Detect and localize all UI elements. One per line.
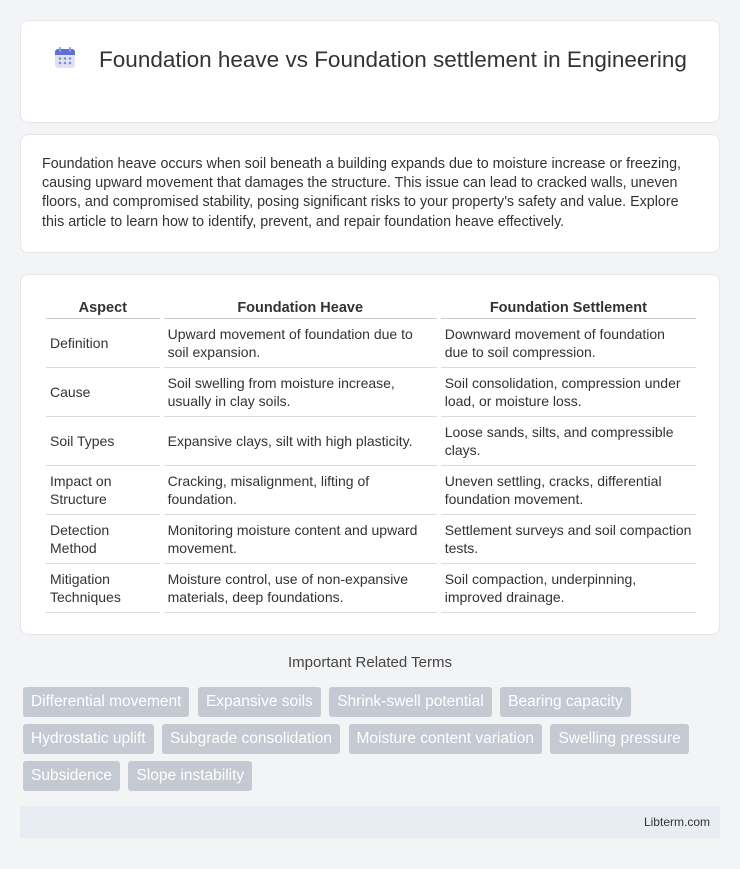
table-cell-heave: Expansive clays, silt with high plasticity.	[164, 417, 437, 466]
page-title-wrap	[21, 45, 719, 74]
calendar-icon	[53, 46, 77, 70]
related-terms-title: Important Related Terms	[288, 654, 452, 671]
footer	[20, 806, 720, 838]
header-foundation-heave: Foundation Heave	[164, 295, 437, 319]
table-cell-settlement: Soil consolidation, compression under load, or moisture loss.	[441, 368, 696, 417]
table-cell-aspect: Impact on Structure	[46, 466, 160, 515]
tag-swelling-pressure[interactable]: Swelling pressure	[550, 724, 688, 754]
related-terms-list	[23, 687, 713, 798]
tag-subgrade-consolidation[interactable]: Subgrade consolidation	[162, 724, 340, 754]
footer-site-link[interactable]: Libterm.com	[643, 815, 710, 829]
comparison-table	[42, 295, 700, 613]
table-row	[46, 417, 696, 466]
tag-differential-movement[interactable]: Differential movement	[23, 687, 189, 717]
intro-paragraph: Foundation heave occurs when soil beneath a building expands due to moisture increase or freezing, causing upward movement that damages the structure. This issue can lead to cracked walls, uneven floors, and compromised stability, posing significant risks to your property's safety and value. Explore this article to learn how to identify, prevent, and repair foundation heave effectively.	[42, 156, 681, 230]
header-foundation-settlement: Foundation Settlement	[441, 295, 696, 319]
tag-hydrostatic-uplift[interactable]: Hydrostatic uplift	[23, 724, 154, 754]
table-row	[46, 564, 696, 613]
page-title: Foundation heave vs Foundation settlement in Engineering	[99, 47, 687, 72]
tag-bearing-capacity[interactable]: Bearing capacity	[500, 687, 631, 717]
table-row	[46, 368, 696, 417]
tag-shrink-swell-potential[interactable]: Shrink-swell potential	[329, 687, 491, 717]
intro-card	[20, 134, 720, 253]
table-cell-heave: Upward movement of foundation due to soil expansion.	[164, 319, 437, 368]
tag-slope-instability[interactable]: Slope instability	[128, 761, 252, 791]
header-aspect: Aspect	[46, 295, 160, 319]
table-cell-settlement: Settlement surveys and soil compaction tests.	[441, 515, 696, 564]
table-cell-settlement: Downward movement of foundation due to soil compression.	[441, 319, 696, 368]
table-cell-heave: Soil swelling from moisture increase, usually in clay soils.	[164, 368, 437, 417]
tag-subsidence[interactable]: Subsidence	[23, 761, 120, 791]
table-cell-heave: Monitoring moisture content and upward movement.	[164, 515, 437, 564]
table-cell-aspect: Cause	[46, 368, 160, 417]
comparison-card	[20, 274, 720, 635]
table-row	[46, 466, 696, 515]
table-cell-aspect: Mitigation Techniques	[46, 564, 160, 613]
table-cell-settlement: Loose sands, silts, and compressible clays.	[441, 417, 696, 466]
table-cell-heave: Moisture control, use of non-expansive materials, deep foundations.	[164, 564, 437, 613]
table-row	[46, 319, 696, 368]
table-row	[46, 515, 696, 564]
header-card	[20, 20, 720, 123]
table-header-row	[46, 295, 696, 319]
table-cell-heave: Cracking, misalignment, lifting of foundation.	[164, 466, 437, 515]
tag-moisture-content-variation[interactable]: Moisture content variation	[349, 724, 542, 754]
table-cell-settlement: Uneven settling, cracks, differential foundation movement.	[441, 466, 696, 515]
table-cell-aspect: Detection Method	[46, 515, 160, 564]
tag-expansive-soils[interactable]: Expansive soils	[198, 687, 321, 717]
table-cell-aspect: Soil Types	[46, 417, 160, 466]
table-cell-aspect: Definition	[46, 319, 160, 368]
table-cell-settlement: Soil compaction, underpinning, improved drainage.	[441, 564, 696, 613]
